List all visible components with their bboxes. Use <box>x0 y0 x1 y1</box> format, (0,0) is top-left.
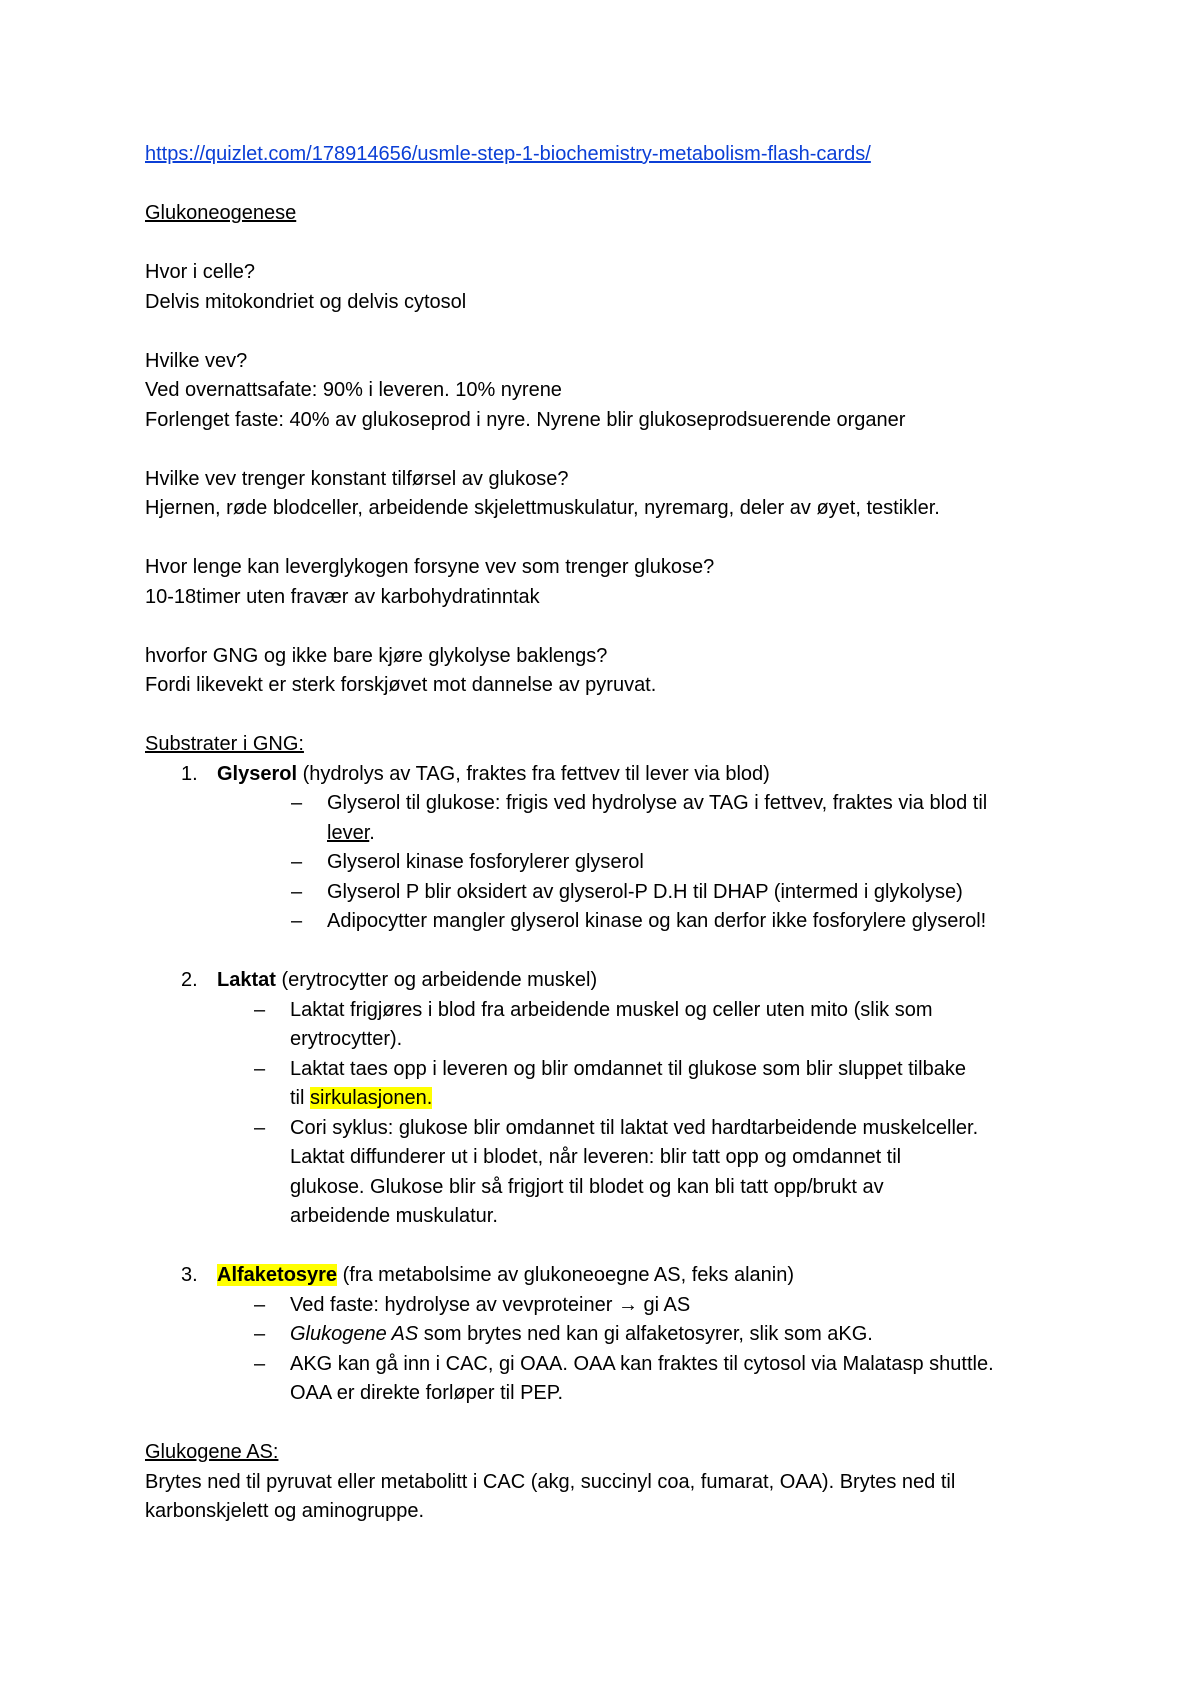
bullet <box>145 1114 1080 1144</box>
item-name: Glyserol <box>217 762 298 785</box>
item-number: 1. <box>181 762 198 785</box>
arrow-right-icon: → <box>617 1293 638 1316</box>
glukogene-text-1: Brytes ned til pyruvat eller metabolitt i CAC (akg, succinyl coa, fumarat, OAA). Brytes ned til <box>145 1470 956 1493</box>
bullet-text: arbeidende muskulatur. <box>290 1205 498 1227</box>
item-name: Alfaketosyre <box>217 1264 338 1286</box>
bullet-text: Glyserol til glukose: frigis ved hydrolyse av TAG i fettvev, fraktes via blod til <box>327 792 988 814</box>
question-2: Hvilke vev? <box>145 349 248 372</box>
answer-2b: Forlenget faste: 40% av glukoseprod i nyre. Nyrene blir glukoseprodsuerende organer <box>145 408 906 431</box>
bullet-continuation <box>145 1173 1080 1203</box>
bullet-text: AKG kan gå inn i CAC, gi OAA. OAA kan fraktes til cytosol via Malatasp shuttle. <box>290 1352 994 1375</box>
bullet-continuation <box>145 819 1080 849</box>
answer-2a: Ved overnattsafate: 90% i leveren. 10% nyrene <box>145 379 562 401</box>
highlighted-text: sirkulasjonen. <box>310 1087 433 1109</box>
bullet-text: gi AS <box>637 1293 691 1316</box>
dash-bullet: – <box>254 1293 266 1316</box>
bullet <box>145 848 1080 878</box>
bullet <box>145 878 1080 908</box>
bullet <box>145 996 1080 1026</box>
dash-bullet: – <box>254 998 266 1021</box>
question-3: Hvilke vev trenger konstant tilførsel av glukose? <box>145 467 569 490</box>
bullet-text: . <box>369 821 375 844</box>
bullet-continuation <box>145 1202 1080 1232</box>
bullet-text: lever <box>327 821 370 844</box>
bullet <box>145 1320 1080 1350</box>
bullet-text: OAA er direkte forløper til PEP. <box>290 1382 564 1404</box>
bullet-continuation <box>145 1084 1080 1114</box>
bullet-text: Laktat diffunderer ut i blodet, når leveren: blir tatt opp og omdannet til <box>290 1146 902 1168</box>
dash-bullet: – <box>254 1352 266 1375</box>
dash-bullet: – <box>291 851 303 873</box>
bullet-text: Glyserol P blir oksidert av glyserol-P D.H til DHAP (intermed i glykolyse) <box>327 880 963 903</box>
item-number: 3. <box>181 1264 198 1286</box>
substrates-heading: Substrater i GNG: <box>145 733 304 755</box>
bullet-continuation <box>145 1379 1080 1409</box>
list-item <box>145 1261 1080 1291</box>
question-5: hvorfor GNG og ikke bare kjøre glykolyse baklengs? <box>145 644 608 667</box>
item-number: 2. <box>181 969 198 991</box>
answer-1: Delvis mitokondriet og delvis cytosol <box>145 290 467 313</box>
answer-5: Fordi likevekt er sterk forskjøvet mot dannelse av pyruvat. <box>145 674 657 696</box>
dash-bullet: – <box>254 1323 266 1345</box>
answer-3: Hjernen, røde blodceller, arbeidende skjelettmuskulatur, nyremarg, deler av øyet, testikler. <box>145 497 940 519</box>
bullet-text: erytrocytter). <box>290 1028 403 1050</box>
item-name: Laktat <box>217 969 276 991</box>
dash-bullet: – <box>291 792 303 814</box>
bullet <box>145 1291 1080 1321</box>
bullet-continuation <box>145 1143 1080 1173</box>
question-4: Hvor lenge kan leverglykogen forsyne vev som trenger glukose? <box>145 556 715 578</box>
bullet-text: Adipocytter mangler glyserol kinase og kan derfor ikke fosforylere glyserol! <box>327 910 987 932</box>
bullet-text: Laktat taes opp i leveren og blir omdannet til glukose som blir sluppet tilbake <box>290 1057 966 1080</box>
dash-bullet: – <box>291 880 303 903</box>
bullet-text: Ved faste: hydrolyse av vevproteiner <box>290 1293 618 1316</box>
dash-bullet: – <box>254 1057 266 1080</box>
dash-bullet: – <box>291 910 303 932</box>
list-item <box>145 966 1080 996</box>
document-page <box>145 140 1080 1527</box>
item-desc: (fra metabolsime av glukoneoegne AS, feks alanin) <box>337 1264 794 1286</box>
glukogene-text-2: karbonskjelett og aminogruppe. <box>145 1500 425 1522</box>
bullet <box>145 1055 1080 1085</box>
section-title: Glukoneogenese <box>145 202 297 224</box>
bullet-text: Cori syklus: glukose blir omdannet til laktat ved hardtarbeidende muskelceller. <box>290 1116 979 1139</box>
bullet-text: Laktat frigjøres i blod fra arbeidende muskel og celler uten mito (slik som <box>290 998 933 1021</box>
dash-bullet: – <box>254 1116 266 1139</box>
italic-term: Glukogene AS <box>290 1323 419 1345</box>
bullet <box>145 907 1080 937</box>
bullet-text: glukose. Glukose blir så frigjort til blodet og kan bli tatt opp/brukt av <box>290 1175 884 1198</box>
question-1: Hvor i celle? <box>145 261 256 283</box>
bullet <box>145 789 1080 819</box>
list-item <box>145 760 1080 790</box>
quizlet-link[interactable]: https://quizlet.com/178914656/usmle-step-1-biochemistry-metabolism-flash-cards/ <box>145 143 871 165</box>
bullet-text: til <box>290 1087 310 1109</box>
glukogene-heading: Glukogene AS: <box>145 1441 279 1463</box>
bullet <box>145 1350 1080 1380</box>
bullet-text: som brytes ned kan gi alfaketosyrer, slik som aKG. <box>418 1323 873 1345</box>
answer-4: 10-18timer uten fravær av karbohydratinntak <box>145 585 540 608</box>
item-desc: (hydrolys av TAG, fraktes fra fettvev til lever via blod) <box>297 762 770 785</box>
bullet-text: Glyserol kinase fosforylerer glyserol <box>327 851 644 873</box>
bullet-continuation <box>145 1025 1080 1055</box>
item-desc: (erytrocytter og arbeidende muskel) <box>275 969 598 991</box>
